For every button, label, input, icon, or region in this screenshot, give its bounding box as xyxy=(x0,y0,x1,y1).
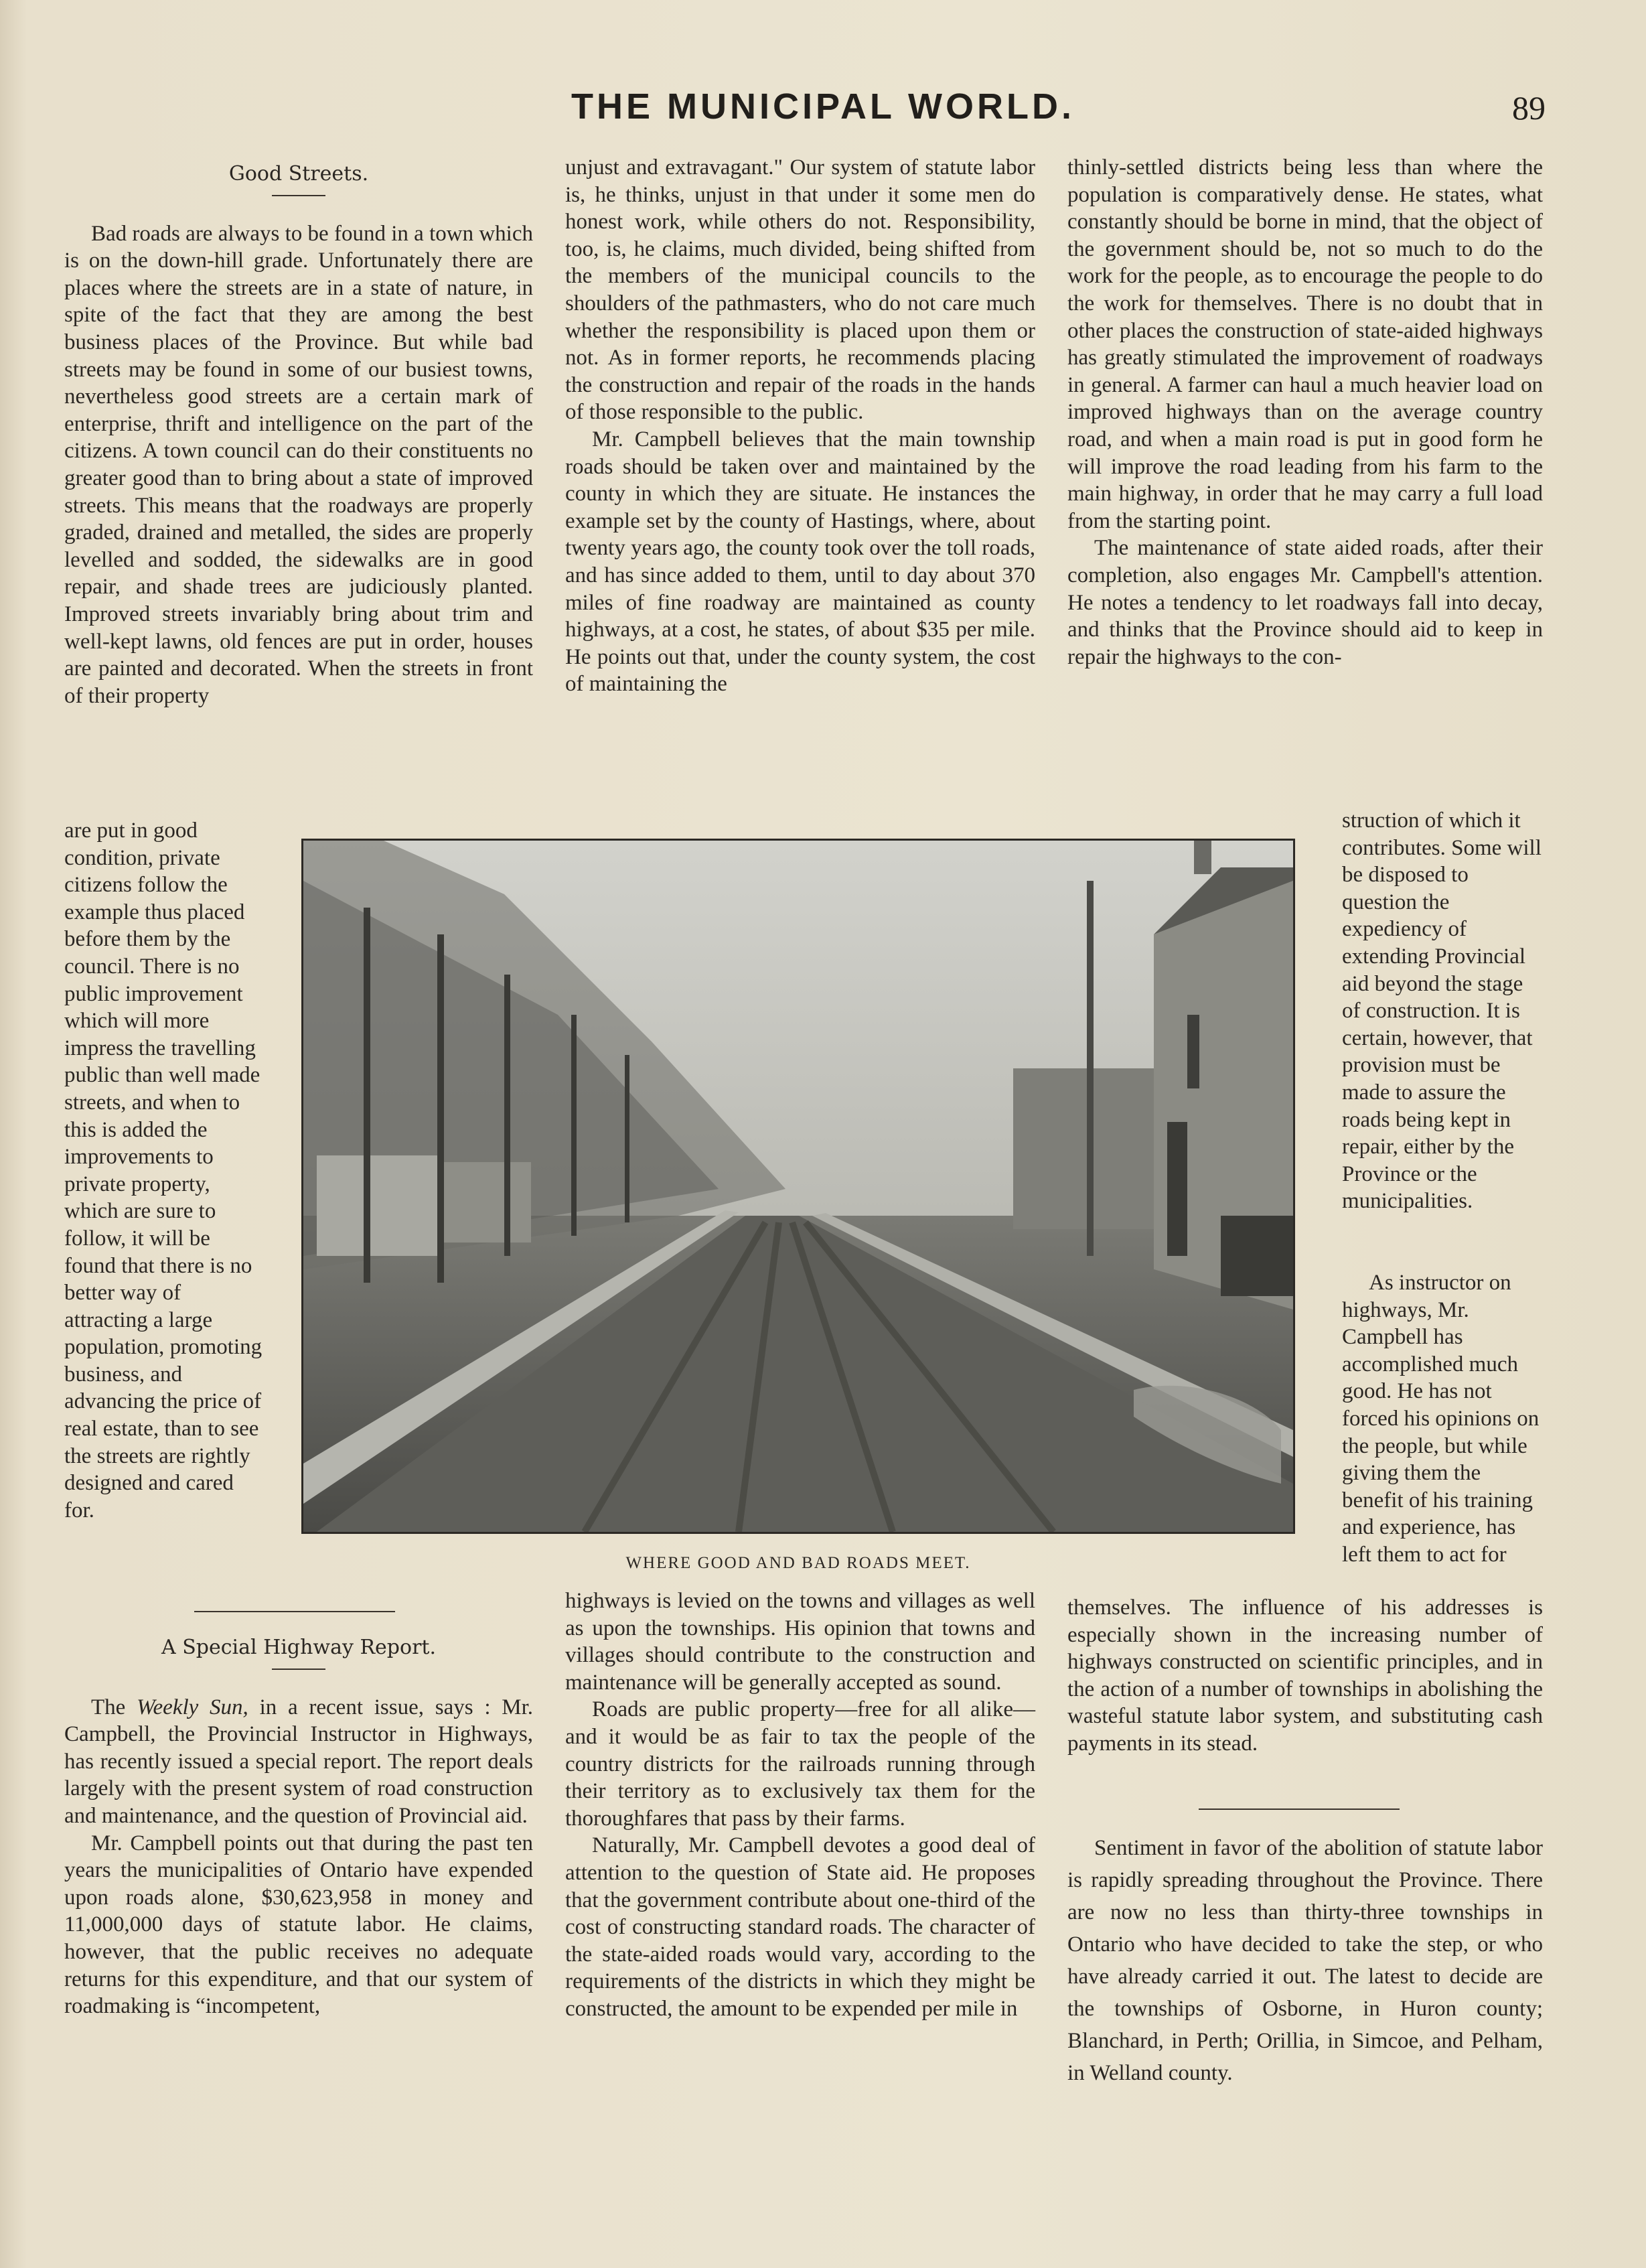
column-2-top xyxy=(565,154,1035,698)
special-report-paragraph-1 xyxy=(64,1694,533,1830)
street-scene-illustration xyxy=(303,841,1293,1532)
column-2-bottom-paragraph-1: highways is levied on the towns and villages as well as upon the townships. His opinion that towns and villages should contribute to the construction and maintenance will be generally accepted as sound. xyxy=(565,1589,1035,1695)
good-streets-paragraph: Bad roads are always to be found in a town which is on the down-hill grade. Unfortunately there are places where the streets are in a state of nature, in spite of the fact that they are among the best business places of the Province. But while bad streets may be found in some of our busiest towns, nevertheless good streets are a certain mark of enterprise, thrift and intelligence on the part of the citizens. A town council can do their constituents no greater good than to bring about a state of improved streets. This means that the roadways are properly graded, drained and metalled, the sides are properly levelled and sodded, the sidewalks are in good repair, and shade trees are judiciously planted. Improved streets invariably bring about trim and well-kept lawns, old fences are put in order, houses are painted and decorated. When the streets in front of their property xyxy=(64,221,533,708)
special-report-lead: The xyxy=(91,1695,126,1719)
good-streets-heading: Good Streets. xyxy=(228,162,369,186)
column-3-narrow-paragraph-2: As instructor on highways, Mr. Campbell has accomplished much good. He has not forced his opinions on the people, but while giving them the benefit of his training and experience, has left them to act for xyxy=(1342,1271,1540,1567)
column-3-final xyxy=(1067,1832,1543,2089)
page-number: 89 xyxy=(1512,89,1546,127)
column-3-paragraph-2: The maintenance of state aided roads, after their completion, also engages Mr. Campbell's attention. He notes a tendency to let roadways fall into decay, and thinks that the Province should aid to keep in repair the highways to the con- xyxy=(1067,536,1543,669)
column-2-bottom xyxy=(565,1587,1035,2023)
page-header-title: THE MUNICIPAL WORLD. xyxy=(571,86,1075,127)
column-3-narrow-paragraph: struction of which it contributes. Some will be disposed to question the expediency of extending Provincial aid beyond the stage of construction. It is certain, however, that provision must be made to assure the roads being kept in repair, either by the Province or the municipalities. xyxy=(1342,808,1542,1214)
good-streets-continuation: are put in good condition, private citizens follow the example thus placed before them by the council. There is no public improvement which will more impress the travelling public than well made streets, and when to this is added the improvements to private property, which are sure to follow, it will be found that there is no better way of attracting a large population, promoting business, and advancing the price of real estate, than to see the streets are rightly designed and cared for. xyxy=(64,819,263,1522)
section-separator-right xyxy=(1199,1809,1400,1810)
column-2-paragraph-2: Mr. Campbell believes that the main township roads should be taken over and maintained by the county in which they are situate. He instances the example set by the county of Hastings, where, about twenty years ago, the county took over the toll roads, and has since added to them, until to day about 370 miles of fine roadway are maintained as county highways, at a cost, he states, of about $35 per mile. He points out that, under the county system, the cost of maintaining the xyxy=(565,427,1035,697)
special-report-heading: A Special Highway Report. xyxy=(161,1636,436,1659)
column-3-top xyxy=(1067,154,1543,670)
column-2-bottom-paragraph-2: Roads are public property—free for all alike—and it would be as fair to tax the people of the country districts for the railroads running through their territory as to exclusively tax them for the thoroughfares that pass by their farms. xyxy=(565,1697,1035,1831)
statute-labor-paragraph: Sentiment in favor of the abolition of statute labor is rapidly spreading throughout the Province. There are now no less than thirty-three townships in Ontario who have decided to take the step, or who have already carried it out. The latest to decide are the townships of Osborne, in Huron county; Blanchard, in Perth; Orillia, in Simcoe, and Pelham, in Welland county. xyxy=(1067,1836,1543,2085)
photo-caption: WHERE GOOD AND BAD ROADS MEET. xyxy=(625,1554,971,1572)
column-1-special-report xyxy=(64,1608,533,2020)
column-3-bottom-paragraph: themselves. The influence of his addresses is especially shown in the increasing number of highways constructed on scientific principles, and in the action of a number of townships in abolishing the wasteful statute labor system, and substituting cash payments in its stead. xyxy=(1067,1596,1543,1756)
heading-rule xyxy=(272,195,325,196)
column-3-narrow-text-2 xyxy=(1342,1269,1543,1569)
column-1-narrow-text xyxy=(64,817,265,1524)
special-report-text: in a recent issue, says : Mr. Campbell, the Provincial Instructor in Highways, has recently issued a special report. The report deals largely with the present system of road construction and maintenance, and the question of Provincial aid. xyxy=(64,1695,534,1828)
column-2-paragraph-1: unjust and extravagant." Our system of statute labor is, he thinks, unjust in that under it some men do honest work, while others do not. Responsibility, too, is, he claims, much divided, being shifted from the members of the municipal councils to the shoulders of the pathmasters, who do not care much whether the responsibility is placed upon them or not. As in former reports, he recommends placing the construction and repair of the roads in the hands of those responsible to the public. xyxy=(565,155,1035,425)
weekly-sun-title: Weekly Sun, xyxy=(137,1695,248,1719)
heading-rule-2 xyxy=(272,1669,325,1670)
column-1-good-streets xyxy=(64,161,533,709)
street-photograph xyxy=(301,839,1295,1534)
special-report-paragraph-2: Mr. Campbell points out that during the past ten years the municipalities of Ontario have expended upon roads alone, $30,623,958 in money and 11,000,000 days of statute labor. He claims, however, that the public receives no adequate returns for this expenditure, and that our system of roadmaking is “incompetent, xyxy=(64,1831,533,2019)
column-2-bottom-paragraph-3: Naturally, Mr. Campbell devotes a good deal of attention to the question of State aid. He proposes that the government contribute about one-third of the cost of constructing standard roads. The character of the state-aided roads would vary, according to the requirements of the districts in which they might be constructed, the amount to be expended per mile in xyxy=(565,1833,1035,2021)
column-3-narrow-text xyxy=(1342,807,1543,1215)
column-3-bottom xyxy=(1067,1594,1543,1758)
column-3-paragraph-1: thinly-settled districts being less than where the population is comparatively dense. He states, what constantly should be borne in mind, that the object of the government should be, not so much to do the work for the people, as to encourage the people to do the work for themselves. There is no doubt that in other places the construction of state-aided highways has greatly stimulated the improvement of roadways in general. A farmer can haul a much heavier load on improved highways than on the average country road, and when a main road is put in good form he will improve the road leading from his farm to the main highway, in order that he may carry a full load from the starting point. xyxy=(1067,155,1543,533)
